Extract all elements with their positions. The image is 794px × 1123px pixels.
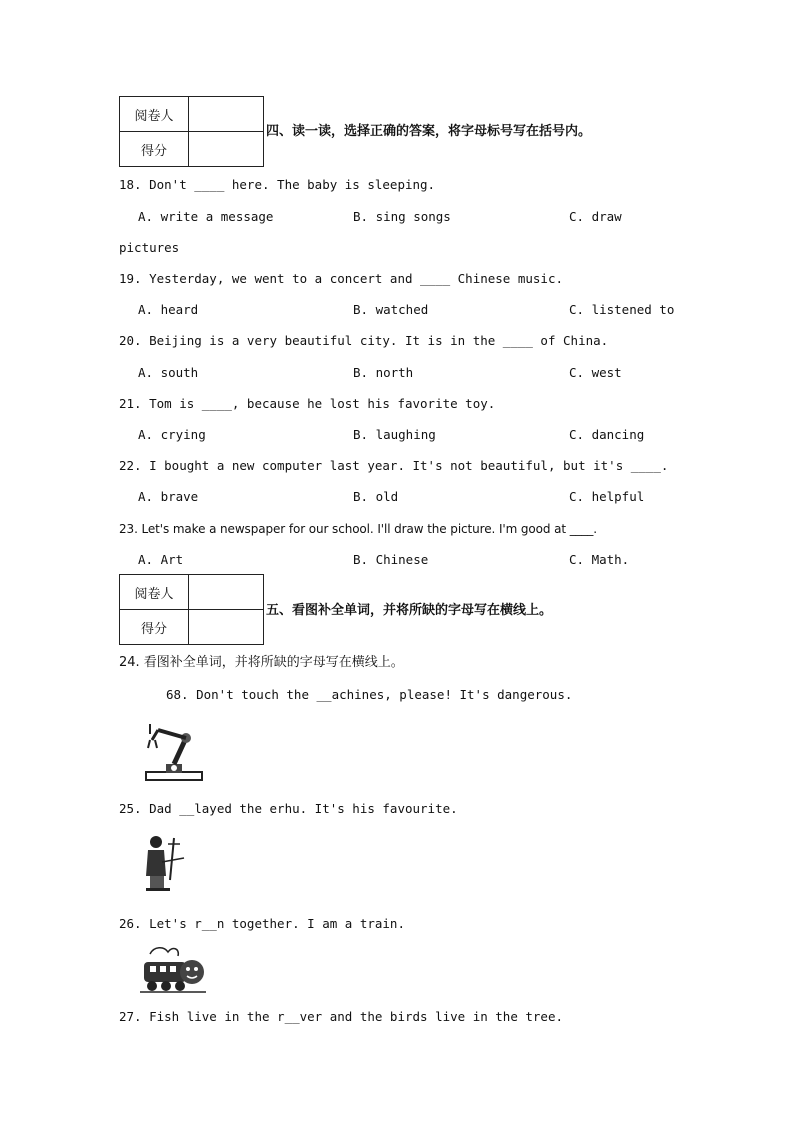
q19-option-b: B. watched xyxy=(353,302,429,317)
q18-option-b: B. sing songs xyxy=(353,209,451,224)
grader-value[interactable] xyxy=(189,97,264,132)
train-icon xyxy=(140,944,206,996)
score-value[interactable] xyxy=(189,610,264,645)
q19-stem: 19. Yesterday, we went to a concert and ____ Chinese music. xyxy=(119,271,564,286)
grader-label: 阅卷人 xyxy=(120,575,189,610)
q20-stem: 20. Beijing is a very beautiful city. It is in the ____ of China. xyxy=(119,333,609,348)
q23-option-c: C. Math. xyxy=(569,552,630,567)
q24-stem: 68. Don't touch the __achines, please! It's dangerous. xyxy=(166,687,573,702)
q18-option-c-cont: pictures xyxy=(119,240,180,255)
q23-option-b: B. Chinese xyxy=(353,552,429,567)
q26-stem: 26. Let's r__n together. I am a train. xyxy=(119,916,405,931)
q18-option-a: A. write a message xyxy=(138,209,274,224)
q22-stem: 22. I bought a new computer last year. It's not beautiful, but it's ____. xyxy=(119,458,669,473)
q21-option-b: B. laughing xyxy=(353,427,436,442)
q20-option-a: A. south xyxy=(138,365,199,380)
q20-option-b: B. north xyxy=(353,365,414,380)
q25-stem: 25. Dad __layed the erhu. It's his favourite. xyxy=(119,801,458,816)
q21-option-c: C. dancing xyxy=(569,427,645,442)
q21-option-a: A. crying xyxy=(138,427,206,442)
section4-score-table xyxy=(119,96,264,167)
q22-option-b: B. old xyxy=(353,489,399,504)
section5-heading: 五、看图补全单词，并将所缺的字母写在横线上。 xyxy=(266,603,553,618)
q19-option-c: C. listened to xyxy=(569,302,675,317)
grader-label: 阅卷人 xyxy=(120,97,189,132)
score-label: 得分 xyxy=(120,132,189,167)
robot-arm-icon xyxy=(138,720,208,784)
q18-option-c: C. draw xyxy=(569,209,622,224)
q18-stem: 18. Don't ____ here. The baby is sleeping. xyxy=(119,177,436,192)
q22-option-c: C. helpful xyxy=(569,489,645,504)
score-value[interactable] xyxy=(189,132,264,167)
q23-stem: 23. Let's make a newspaper for our school. I'll draw the picture. I'm good at ____. xyxy=(119,522,598,536)
grader-value[interactable] xyxy=(189,575,264,610)
score-label: 得分 xyxy=(120,610,189,645)
q24-instruction: 24. 看图补全单词，并将所缺的字母写在横线上。 xyxy=(119,655,404,670)
section5-score-table xyxy=(119,574,264,645)
erhu-player-icon xyxy=(140,832,190,892)
q20-option-c: C. west xyxy=(569,365,622,380)
section4-heading: 四、读一读，选择正确的答案，将字母标号写在括号内。 xyxy=(266,124,592,139)
q21-stem: 21. Tom is ____, because he lost his favorite toy. xyxy=(119,396,496,411)
q19-option-a: A. heard xyxy=(138,302,199,317)
q27-stem: 27. Fish live in the r__ver and the birds live in the tree. xyxy=(119,1009,564,1024)
q23-option-a: A. Art xyxy=(138,552,184,567)
q22-option-a: A. brave xyxy=(138,489,199,504)
